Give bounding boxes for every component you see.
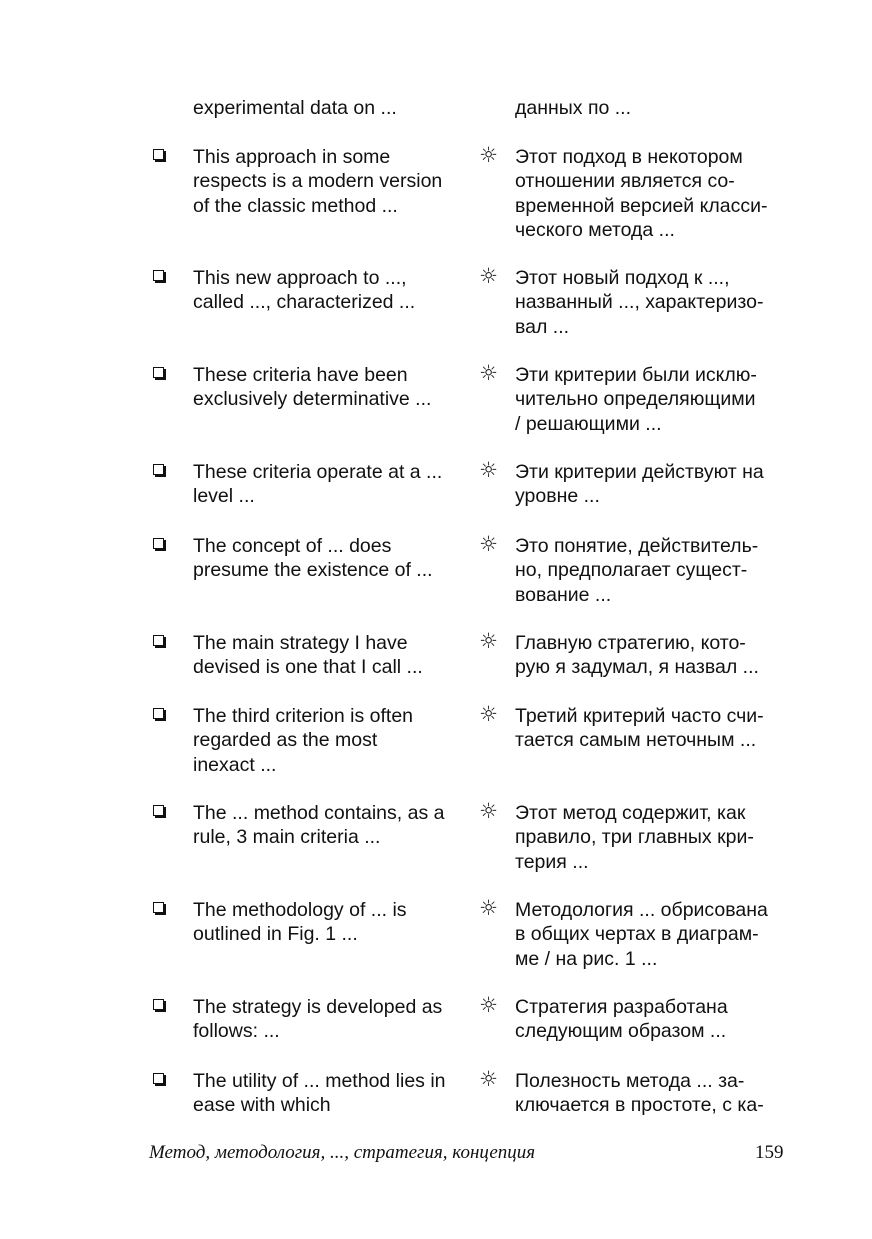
text-line: The methodology of ... is bbox=[193, 899, 407, 921]
text-line: These criteria operate at a ... bbox=[193, 461, 443, 483]
russian-text bbox=[515, 631, 800, 680]
english-text bbox=[193, 460, 468, 509]
checkbox-square-icon bbox=[153, 902, 164, 913]
text-line: отношении является со- bbox=[515, 170, 735, 193]
checkbox-square-icon bbox=[153, 464, 164, 475]
text-line: рую я задумал, я назвал ... bbox=[515, 656, 759, 679]
text-line: Эти критерии были исклю- bbox=[515, 364, 757, 386]
text-line: вал ... bbox=[515, 315, 570, 338]
text-line: уровне ... bbox=[515, 485, 600, 508]
text-line: ease with which bbox=[193, 1094, 331, 1117]
sun-icon: ☼ bbox=[479, 532, 498, 556]
text-line: The third criterion is often bbox=[193, 705, 414, 727]
text-line: experimental data on ... bbox=[193, 97, 397, 119]
text-line: follows: ... bbox=[193, 1020, 280, 1043]
sun-icon: ☼ bbox=[479, 896, 498, 920]
checkbox-square-icon bbox=[153, 149, 164, 160]
checkbox-square-icon bbox=[153, 805, 164, 816]
sun-icon: ☼ bbox=[479, 361, 498, 385]
text-line: inexact ... bbox=[193, 753, 277, 776]
text-line: Это понятие, действитель- bbox=[515, 535, 759, 557]
checkbox-square-icon bbox=[153, 270, 164, 281]
russian-text bbox=[515, 801, 800, 874]
english-text bbox=[193, 363, 468, 412]
english-text bbox=[193, 898, 468, 947]
sun-icon: ☼ bbox=[479, 629, 498, 653]
english-text bbox=[193, 534, 468, 583]
checkbox-square-icon bbox=[153, 635, 164, 646]
text-line: Полезность метода ... за- bbox=[515, 1070, 745, 1092]
text-line: названный ..., характеризо- bbox=[515, 291, 764, 314]
text-line: regarded as the most bbox=[193, 729, 378, 752]
russian-text bbox=[515, 363, 800, 436]
russian-text bbox=[515, 704, 800, 753]
sun-icon: ☼ bbox=[479, 1067, 498, 1091]
text-line: Эти критерии действуют на bbox=[515, 461, 764, 483]
text-line: exclusively determinative ... bbox=[193, 388, 432, 411]
text-line: of the classic method ... bbox=[193, 194, 398, 217]
text-line: Стратегия разработана bbox=[515, 996, 728, 1018]
text-line: The ... method contains, as a bbox=[193, 802, 445, 824]
text-line: presume the existence of ... bbox=[193, 559, 433, 582]
text-line: ческого метода ... bbox=[515, 218, 675, 241]
sun-icon: ☼ bbox=[479, 264, 498, 288]
english-text bbox=[193, 995, 468, 1044]
english-text bbox=[193, 96, 468, 120]
checkbox-square-icon bbox=[153, 538, 164, 549]
text-line: The utility of ... method lies in bbox=[193, 1070, 446, 1092]
text-line: The strategy is developed as bbox=[193, 996, 443, 1018]
text-line: The main strategy I have bbox=[193, 632, 408, 654]
text-line: devised is one that I call ... bbox=[193, 656, 423, 679]
text-line: level ... bbox=[193, 485, 255, 508]
sun-icon: ☼ bbox=[479, 143, 498, 167]
text-line: правило, три главных кри- bbox=[515, 826, 754, 849]
english-text bbox=[193, 145, 468, 218]
russian-text bbox=[515, 1069, 800, 1118]
text-line: вование ... bbox=[515, 583, 612, 606]
english-text bbox=[193, 631, 468, 680]
text-line: respects is a modern version bbox=[193, 170, 443, 193]
text-line: следующим образом ... bbox=[515, 1020, 727, 1043]
text-line: Главную стратегию, кото- bbox=[515, 632, 746, 654]
english-text bbox=[193, 266, 468, 315]
text-line: чительно определяющими bbox=[515, 388, 756, 411]
english-text bbox=[193, 704, 468, 777]
text-line: Этот новый подход к ..., bbox=[515, 267, 730, 289]
text-line: called ..., characterized ... bbox=[193, 291, 416, 314]
russian-text bbox=[515, 995, 800, 1044]
text-line: Этот подход в некотором bbox=[515, 146, 743, 168]
russian-text bbox=[515, 145, 800, 242]
text-line: Этот метод содержит, как bbox=[515, 802, 746, 824]
checkbox-square-icon bbox=[153, 367, 164, 378]
sun-icon: ☼ bbox=[479, 702, 498, 726]
text-line: Третий критерий часто счи- bbox=[515, 705, 764, 727]
russian-text bbox=[515, 266, 800, 339]
text-line: тается самым неточным ... bbox=[515, 729, 757, 752]
sun-icon: ☼ bbox=[479, 458, 498, 482]
english-text bbox=[193, 1069, 468, 1118]
english-text bbox=[193, 801, 468, 850]
text-line: The concept of ... does bbox=[193, 535, 392, 557]
text-line: ключается в простоте, с ка- bbox=[515, 1094, 764, 1117]
text-line: данных по ... bbox=[515, 97, 632, 119]
checkbox-square-icon bbox=[153, 999, 164, 1010]
running-footer-title: Метод, методология, ..., стратегия, концепция bbox=[149, 1142, 536, 1163]
text-line: rule, 3 main criteria ... bbox=[193, 826, 381, 849]
russian-text bbox=[515, 898, 800, 971]
text-line: временной версией класси- bbox=[515, 194, 768, 217]
text-line: / решающими ... bbox=[515, 412, 662, 435]
russian-text bbox=[515, 534, 800, 607]
russian-text bbox=[515, 460, 800, 509]
text-line: These criteria have been bbox=[193, 364, 408, 386]
text-line: This new approach to ..., bbox=[193, 267, 407, 289]
text-line: Методология ... обрисована bbox=[515, 899, 768, 921]
text-line: терия ... bbox=[515, 850, 589, 873]
sun-icon: ☼ bbox=[479, 993, 498, 1017]
text-line: outlined in Fig. 1 ... bbox=[193, 923, 358, 946]
russian-text bbox=[515, 96, 800, 120]
checkbox-square-icon bbox=[153, 708, 164, 719]
text-line: ме / на рис. 1 ... bbox=[515, 947, 658, 970]
page-number: 159 bbox=[755, 1142, 784, 1163]
text-line: но, предполагает сущест- bbox=[515, 559, 748, 582]
text-line: This approach in some bbox=[193, 146, 391, 168]
text-line: в общих чертах в диаграм- bbox=[515, 923, 759, 946]
sun-icon: ☼ bbox=[479, 799, 498, 823]
checkbox-square-icon bbox=[153, 1073, 164, 1084]
